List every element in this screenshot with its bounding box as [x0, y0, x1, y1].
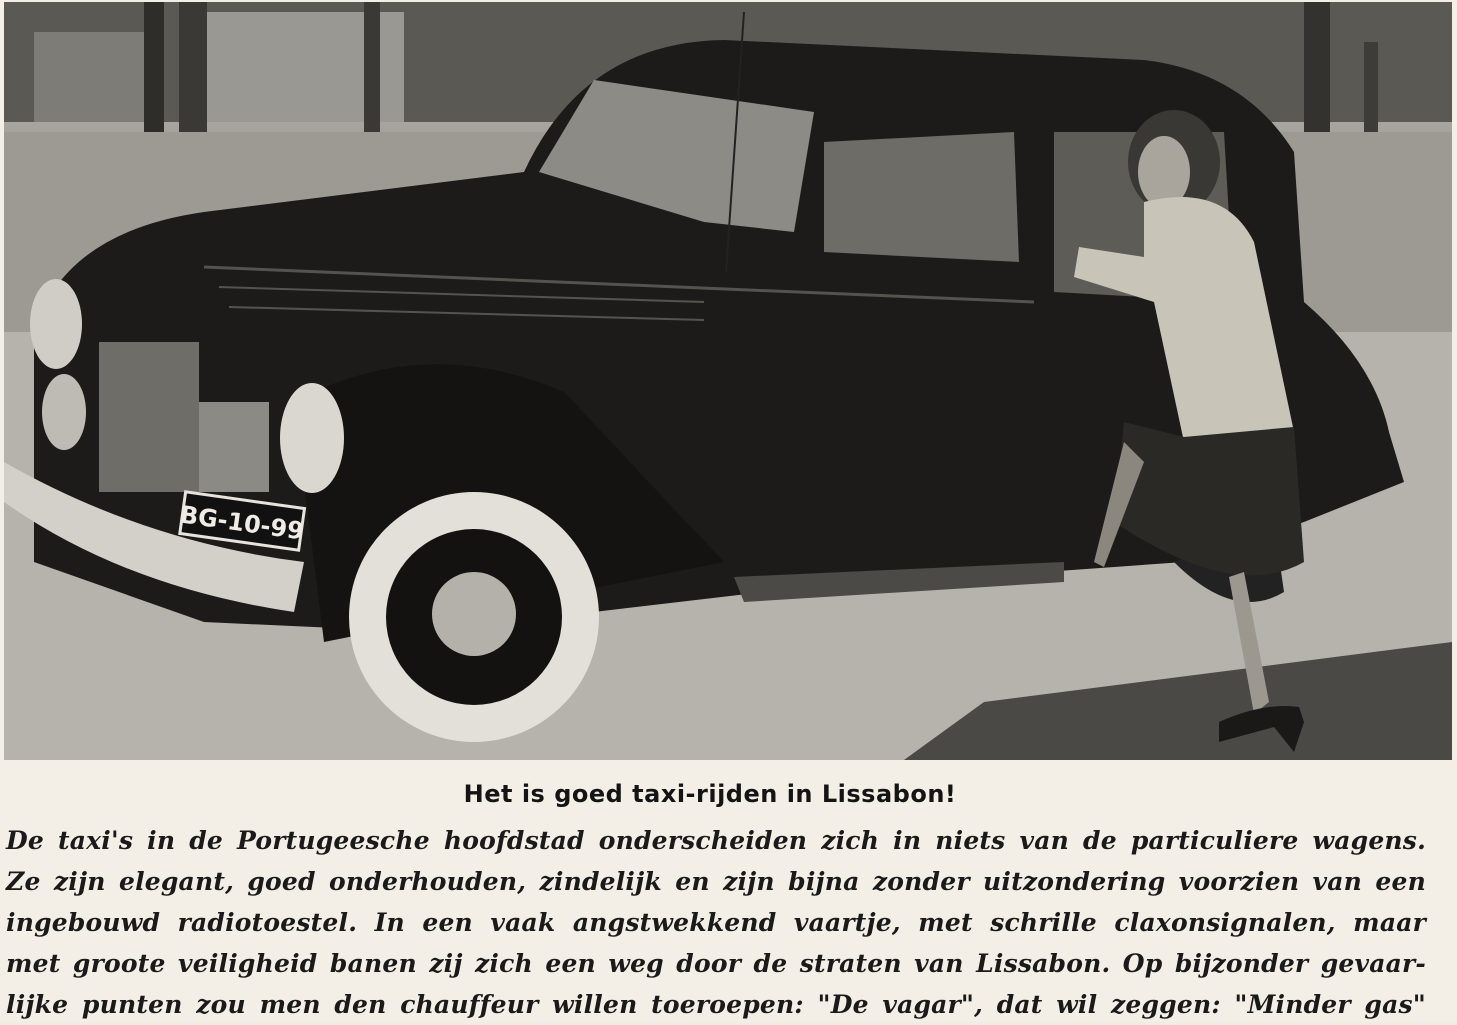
tree-trunk — [364, 2, 380, 142]
svg-text:BG-10-99: BG-10-99 — [178, 500, 306, 546]
grille — [99, 342, 199, 492]
grille-center — [199, 402, 269, 492]
caption-body — [6, 820, 1426, 1025]
background-building-left — [34, 32, 154, 122]
hubcap — [432, 572, 516, 656]
caption-line: lijke punten zou men den chauffeur willen toeroepen: "De vagar", dat wil zeggen: "Minder gas" — [6, 990, 1426, 1019]
caption-headline: Het is goed taxi-rijden in Lissabon! — [463, 780, 957, 808]
taxi-photo — [4, 2, 1452, 760]
caption-line: ingebouwd radiotoestel. In een vaak angstwekkend vaartje, met schrille claxonsignalen, maar — [6, 908, 1426, 937]
side-window — [824, 132, 1019, 262]
headlight-left — [30, 279, 82, 369]
caption — [0, 760, 1457, 1022]
tree-trunk — [179, 2, 207, 152]
caption-line: met groote veiligheid banen zij zich een weg door de straten van Lissabon. Op bijzonder gevaar- — [6, 949, 1426, 978]
taxi-illustration — [4, 2, 1452, 760]
fog-light — [42, 374, 86, 450]
caption-line: De taxi's in de Portugeesche hoofdstad onderscheiden zich in niets van de particuliere wagens. — [6, 826, 1426, 855]
caption-line: Ze zijn elegant, goed onderhouden, zindelijk en zijn bijna zonder uitzondering voorzien van een — [6, 867, 1426, 896]
headlight-right — [280, 383, 344, 493]
